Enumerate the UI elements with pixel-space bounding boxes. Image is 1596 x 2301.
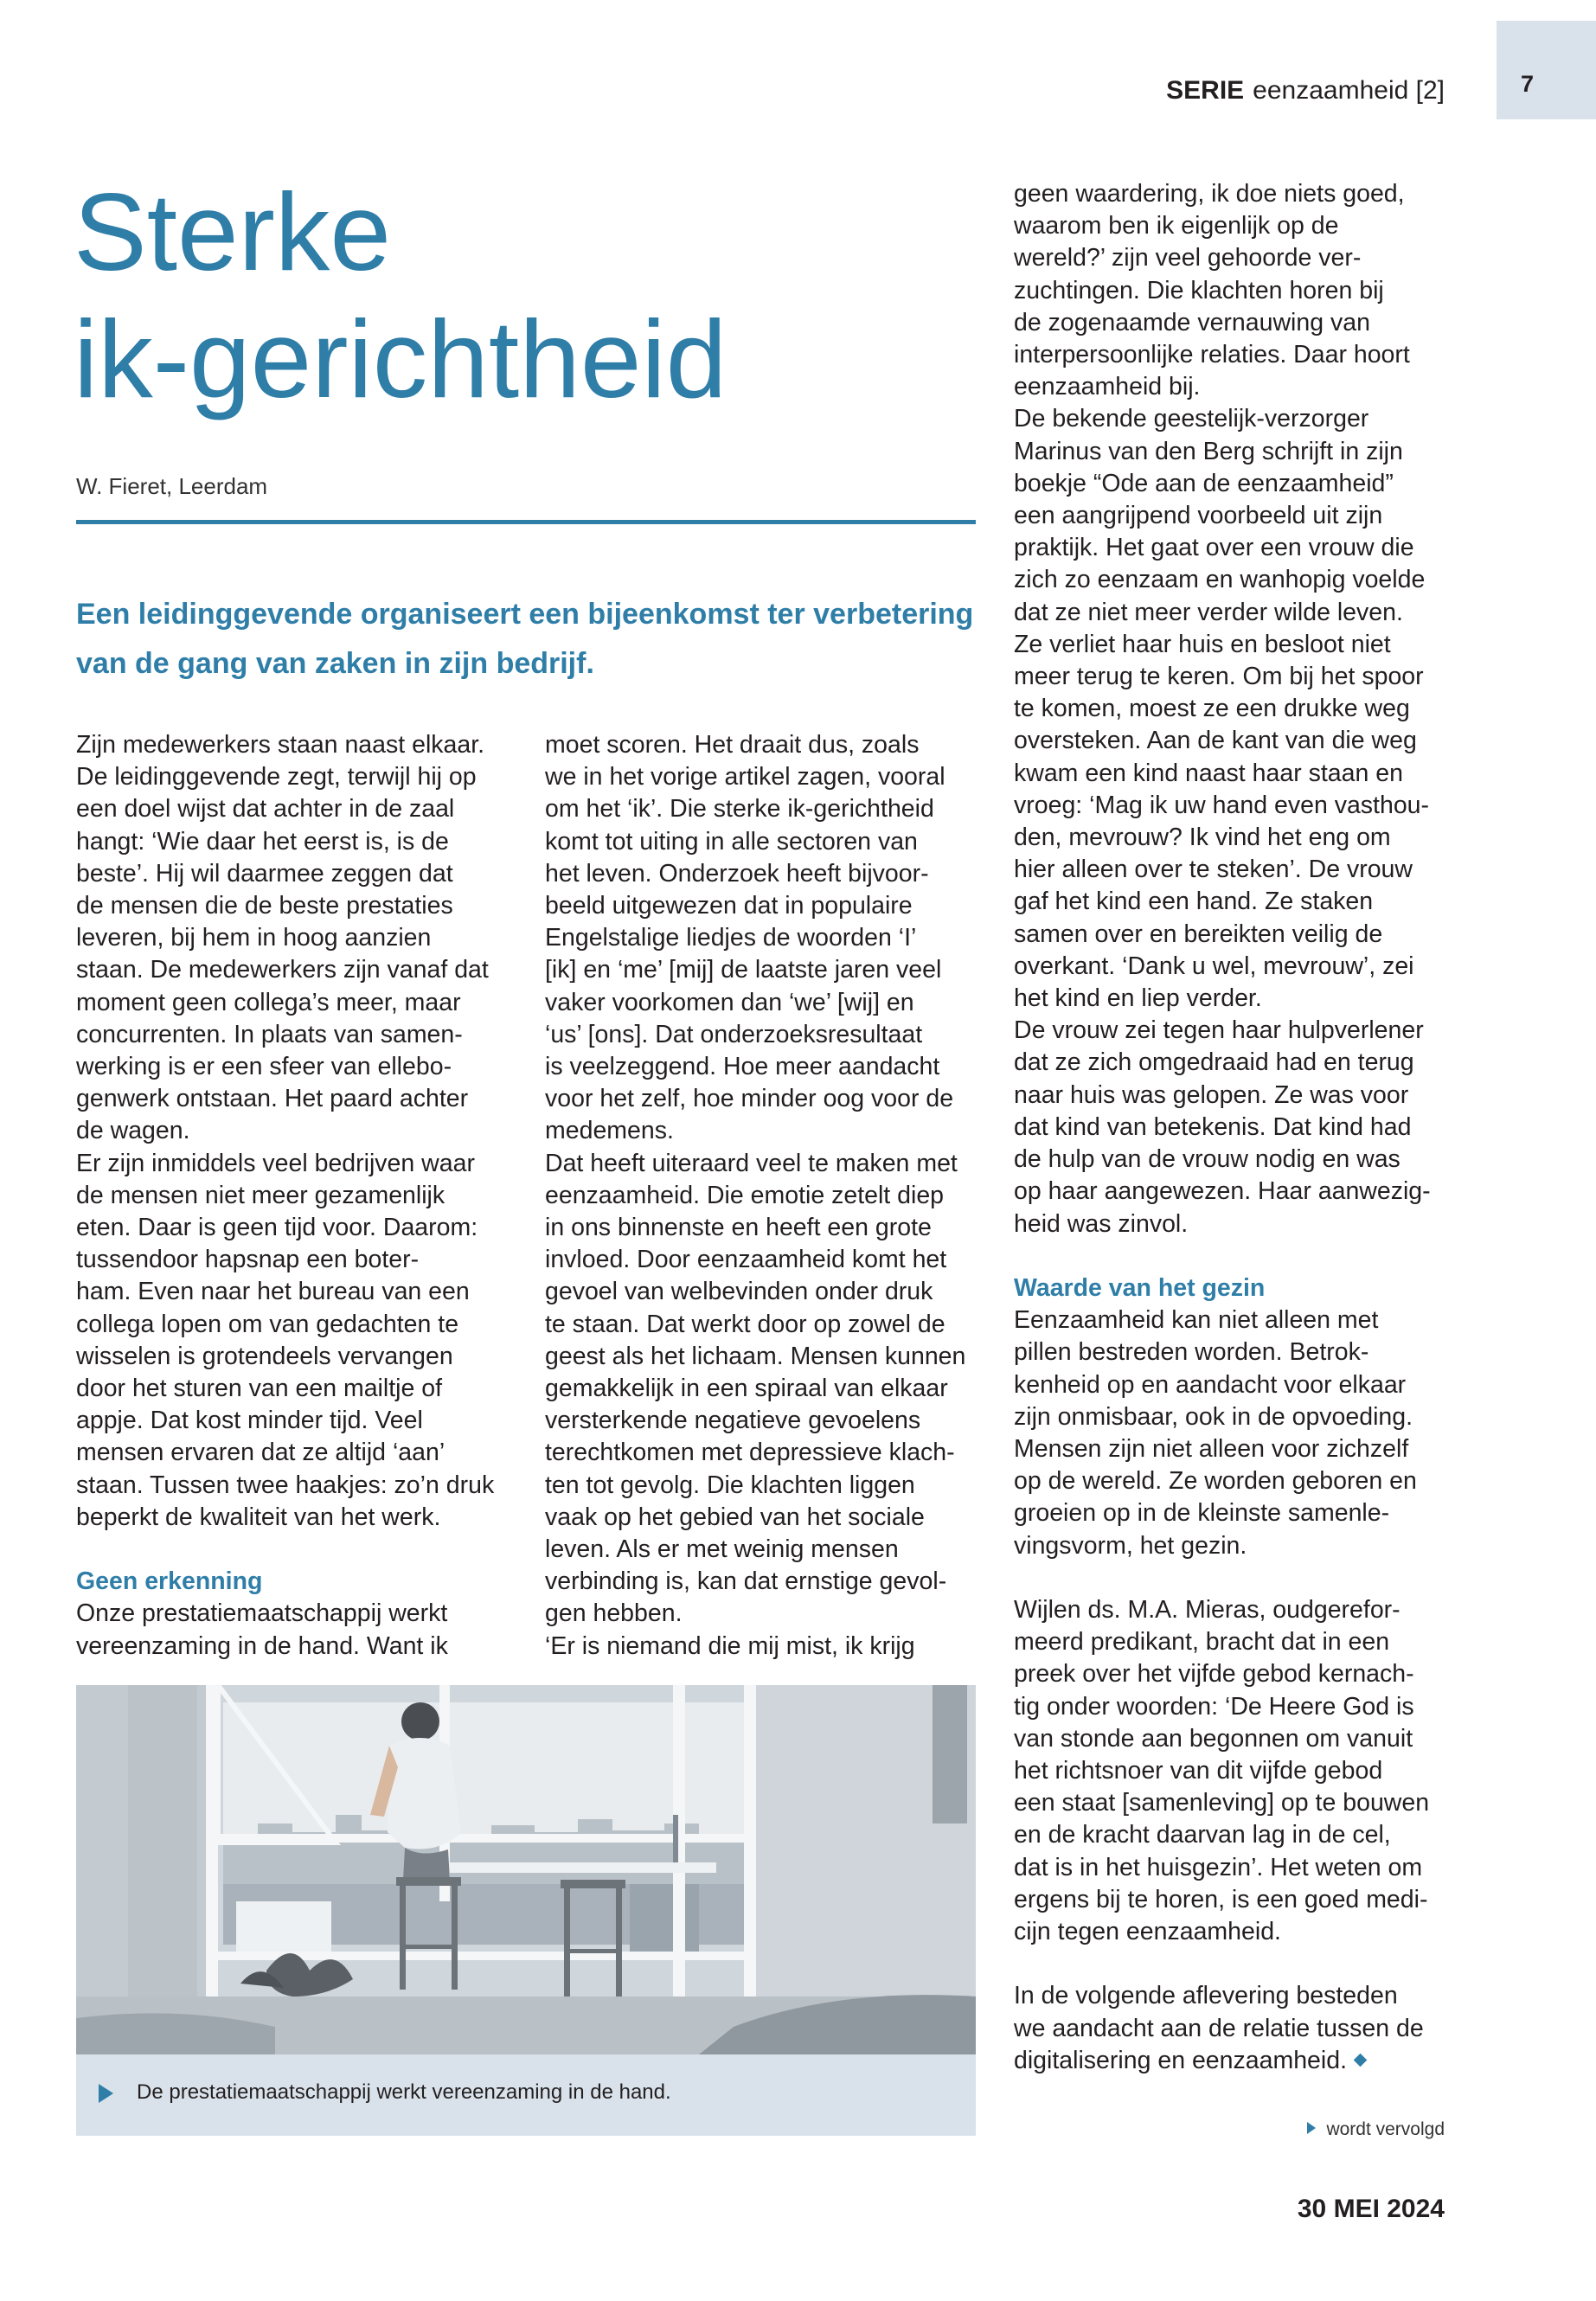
text-line: appje. Dat kost minder tijd. Veel (76, 1407, 423, 1435)
text-line: op haar aangewezen. Haar aanwezig- (1014, 1177, 1431, 1206)
text-line: de zogenaamde vernauwing van (1014, 308, 1370, 336)
text-line: ‘Er is niemand die mij mist, ik krijg (545, 1631, 915, 1660)
text-line: beste’. Hij wil daarmee zeggen dat (76, 859, 453, 888)
text-line: het leven. Onderzoek heeft bijvoor- (545, 859, 929, 888)
text-line: tussendoor hapsnap een boter- (76, 1246, 420, 1274)
text-line: door het sturen van een mailtje of (76, 1375, 443, 1403)
paragraph-gap (76, 1534, 526, 1566)
text-line: van stonde aan begonnen om vanuit (1014, 1724, 1413, 1753)
text-line: beperkt de kwaliteit van het werk. (76, 1503, 441, 1531)
text-line: moet scoren. Het draait dus, zoals (545, 731, 920, 759)
text-line: heid was zinvol. (1014, 1209, 1189, 1238)
text-line: Marinus van den Berg schrijft in zijn (1014, 437, 1403, 465)
page-number: 7 (1521, 71, 1535, 97)
text-line: kenheid op en aandacht voor elkaar (1014, 1370, 1407, 1399)
article-author: W. Fieret, Leerdam (76, 473, 268, 499)
text-line: terechtkomen met depressieve klach- (545, 1439, 955, 1467)
text-line: [ik] en ‘me’ [mij] de laatste jaren veel (545, 956, 942, 984)
text-line: op de wereld. Ze worden geboren en (1014, 1467, 1417, 1496)
text-line: vingsvorm, het gezin. (1014, 1531, 1247, 1560)
column-3-body-after-heading (1014, 1304, 1464, 1562)
page-number-tab (1497, 21, 1596, 119)
text-line: oversteken. Aan de kant van die weg (1014, 727, 1417, 755)
text-line: een doel wijst dat achter in de zaal (76, 795, 455, 824)
text-line: hangt: ‘Wie daar het eerst is, is de (76, 827, 449, 856)
text-line: te komen, moest ze een drukke weg (1014, 695, 1410, 723)
text-line: staan. De medewerkers zijn vanaf dat (76, 956, 489, 984)
title-divider (76, 520, 976, 524)
text-line: Mensen zijn niet alleen voor zichzelf (1014, 1434, 1409, 1463)
text-line: concurrenten. In plaats van samen- (76, 1020, 463, 1048)
column-3-paragraph-closing (1014, 1980, 1464, 2077)
text-line: mensen ervaren dat ze altijd ‘aan’ (76, 1439, 445, 1467)
text-line: het kind en liep verder. (1014, 984, 1262, 1013)
text-line: Engelstalige liedjes de woorden ‘I’ (545, 924, 917, 952)
text-line: interpersoonlijke relaties. Daar hoort (1014, 341, 1410, 369)
text-line: leveren, bij hem in hoog aanzien (76, 924, 432, 952)
text-line: genwerk ontstaan. Het paard achter (76, 1085, 469, 1113)
text-line: kwam een kind naast haar staan en (1014, 759, 1403, 787)
text-line: voor het zelf, hoe minder oog voor de (545, 1085, 954, 1113)
text-line: de hulp van de vrouw nodig en was (1014, 1145, 1401, 1174)
column-1-body (76, 729, 526, 1534)
text-line: een aangrijpend voorbeeld uit zijn (1014, 502, 1383, 530)
text-line: samen over en bereikten veilig de (1014, 920, 1383, 948)
article-title-line-1: Sterke (74, 170, 392, 293)
subheading-geen-erkenning: Geen erkenning (76, 1567, 263, 1596)
text-line: beeld uitgewezen dat in populaire (545, 892, 913, 920)
text-line: een staat [samenleving] op te bouwen (1014, 1789, 1430, 1817)
text-line: Dat heeft uiteraard veel te maken met (545, 1149, 958, 1177)
text-line: ten tot gevolg. Die klachten liggen (545, 1471, 915, 1499)
column-3-paragraph-mieras (1014, 1594, 1464, 1948)
text-line: zijn onmisbaar, ook in de opvoeding. (1014, 1402, 1413, 1431)
continued-note (1307, 2119, 1445, 2140)
text-line: te staan. Dat werkt door op zowel de (545, 1310, 945, 1338)
text-line: gen hebben. (545, 1599, 683, 1628)
text-line: invloed. Door eenzaamheid komt het (545, 1246, 947, 1274)
text-line: de mensen die de beste prestaties (76, 892, 453, 920)
text-line: cijn tegen eenzaamheid. (1014, 1917, 1281, 1945)
text-line: is veelzeggend. Hoe meer aandacht (545, 1053, 940, 1081)
text-line: den, mevrouw? Ik vind het eng om (1014, 824, 1391, 852)
text-line: de wagen. (76, 1117, 190, 1145)
article-title-line-2: ik-gerichtheid (74, 298, 727, 420)
column-2-body (545, 729, 995, 1663)
text-line: boekje “Ode aan de eenzaamheid” (1014, 469, 1394, 497)
paragraph-gap (1014, 1562, 1464, 1594)
subheading-waarde-van-het-gezin: Waarde van het gezin (1014, 1273, 1266, 1302)
issue-date: 30 MEI 2024 (1297, 2195, 1445, 2223)
text-line: eenzaamheid bij. (1014, 373, 1201, 401)
text-line: collega lopen om van gedachten te (76, 1310, 459, 1338)
text-line: vaak op het gebied van het sociale (545, 1503, 925, 1531)
text-line: geen waardering, ik doe niets goed, (1014, 180, 1405, 208)
text-line: wereld?’ zijn veel gehoorde ver- (1014, 244, 1362, 272)
column-1-body-after-heading (76, 1598, 526, 1662)
caption-arrow-icon (99, 2084, 113, 2103)
text-line: Wijlen ds. M.A. Mieras, oudgerefor- (1014, 1595, 1401, 1624)
text-line: gevoel van welbevinden onder druk (545, 1278, 933, 1306)
text-line: vereenzaming in de hand. Want ik (76, 1631, 448, 1660)
text-line: in ons binnenste en heeft een grote (545, 1214, 932, 1242)
text-line: komt tot uiting in alle sectoren van (545, 827, 918, 856)
text-line: groeien op in de kleinste samenle- (1014, 1499, 1390, 1528)
text-line: tig onder woorden: ‘De Heere God is (1014, 1692, 1414, 1721)
text-line: gaf het kind een hand. Ze staken (1014, 888, 1374, 916)
text-line: ‘us’ [ons]. Dat onderzoeksresultaat (545, 1020, 923, 1048)
text-line: Ze verliet haar huis en besloot niet (1014, 630, 1391, 658)
text-line: leven. Als er met weinig mensen (545, 1535, 899, 1564)
photo-caption-bar (76, 2054, 976, 2136)
text-line: ergens bij te horen, is een goed medi- (1014, 1885, 1428, 1913)
text-line: dat ze zich omgedraaid had en terug (1014, 1048, 1414, 1077)
photo-caption: De prestatiemaatschappij werkt vereenzaming in de hand. (137, 2080, 671, 2104)
text-line: eten. Daar is geen tijd voor. Daarom: (76, 1214, 478, 1242)
text-line: medemens. (545, 1117, 674, 1145)
text-line: staan. Tussen twee haakjes: zo’n druk (76, 1471, 495, 1499)
text-line: het richtsnoer van dit vijfde gebod (1014, 1756, 1383, 1785)
series-label: SERIE (1166, 76, 1245, 105)
text-line: praktijk. Het gaat over een vrouw die (1014, 534, 1414, 562)
text-line: vroeg: ‘Mag ik uw hand even vasthou- (1014, 791, 1430, 819)
text-line: Onze prestatiemaatschappij werkt (76, 1599, 448, 1628)
text-line: we in het vorige artikel zagen, vooral (545, 763, 945, 792)
text-line: Eenzaamheid kan niet alleen met (1014, 1306, 1379, 1335)
series-title: eenzaamheid [2] (1253, 76, 1445, 105)
text-line: In de volgende aflevering besteden (1014, 1982, 1398, 2010)
text-line: hier alleen over te steken’. De vrouw (1014, 856, 1413, 884)
text-line: dat ze niet meer verder wilde leven. (1014, 598, 1403, 626)
text-line: vaker voorkomen dan ‘we’ [wij] en (545, 988, 914, 1016)
text-line: meerd predikant, bracht dat in een (1014, 1628, 1390, 1657)
text-line: wisselen is grotendeels vervangen (76, 1342, 453, 1370)
article-lead: Een leidinggevende organiseert een bijeenkomst ter verbetering van de gang van zaken in zijn bedrijf. (76, 598, 974, 680)
photo-illustration (76, 1685, 976, 2054)
text-line: zuchtingen. Die klachten horen bij (1014, 276, 1384, 304)
article-title (74, 169, 982, 423)
text-line: om het ‘ik’. Die sterke ik-gerichtheid (545, 795, 934, 824)
text-line: versterkende negatieve gevoelens (545, 1407, 921, 1435)
text-line: werking is er een sfeer van ellebo- (76, 1053, 452, 1081)
text-line: en de kracht daarvan lag in de cel, (1014, 1821, 1391, 1849)
article-photo (76, 1685, 976, 2054)
text-line: pillen bestreden worden. Betrok- (1014, 1338, 1369, 1367)
series-header (1166, 76, 1445, 106)
text-column-1 (76, 729, 526, 1663)
text-column-2 (545, 729, 995, 1663)
text-line: De leidinggevende zegt, terwijl hij op (76, 763, 477, 792)
text-line: naar huis was gelopen. Ze was voor (1014, 1080, 1409, 1109)
text-line: Zijn medewerkers staan naast elkaar. (76, 731, 485, 759)
text-line: waarom ben ik eigenlijk op de (1014, 212, 1339, 240)
text-line: gemakkelijk in een spiraal van elkaar (545, 1375, 948, 1403)
text-line: we aandacht aan de relatie tussen de (1014, 2014, 1424, 2042)
text-line: overkant. ‘Dank u wel, mevrouw’, zei (1014, 952, 1414, 980)
text-line: moment geen collega’s meer, maar (76, 988, 461, 1016)
text-line: de mensen niet meer gezamenlijk (76, 1181, 445, 1209)
text-line: ham. Even naar het bureau van een (76, 1278, 470, 1306)
triangle-icon (1307, 2122, 1316, 2134)
paragraph-gap (1014, 1240, 1464, 1272)
text-line: geest als het lichaam. Mensen kunnen (545, 1342, 966, 1370)
text-line: De bekende geestelijk-verzorger (1014, 405, 1369, 433)
text-line: preek over het vijfde gebod kernach- (1014, 1660, 1414, 1689)
text-line: zich zo eenzaam en wanhopig voelde (1014, 566, 1426, 594)
text-line: meer terug te keren. Om bij het spoor (1014, 663, 1424, 691)
text-line: dat kind van betekenis. Dat kind had (1014, 1112, 1412, 1141)
text-line: digitalisering en eenzaamheid. (1014, 2045, 1464, 2077)
column-3-body (1014, 178, 1464, 1240)
end-diamond-icon (1354, 2053, 1368, 2067)
paragraph-gap (1014, 1948, 1464, 1980)
text-line: De vrouw zei tegen haar hulpverlener (1014, 1016, 1424, 1045)
continued-text: wordt vervolgd (1326, 2119, 1445, 2139)
text-column-3 (1014, 178, 1464, 2077)
text-line: Er zijn inmiddels veel bedrijven waar (76, 1149, 475, 1177)
text-line: dat is in het huisgezin’. Het weten om (1014, 1853, 1423, 1881)
text-line: verbinding is, kan dat ernstige gevol- (545, 1567, 947, 1596)
text-line: eenzaamheid. Die emotie zetelt diep (545, 1181, 945, 1209)
